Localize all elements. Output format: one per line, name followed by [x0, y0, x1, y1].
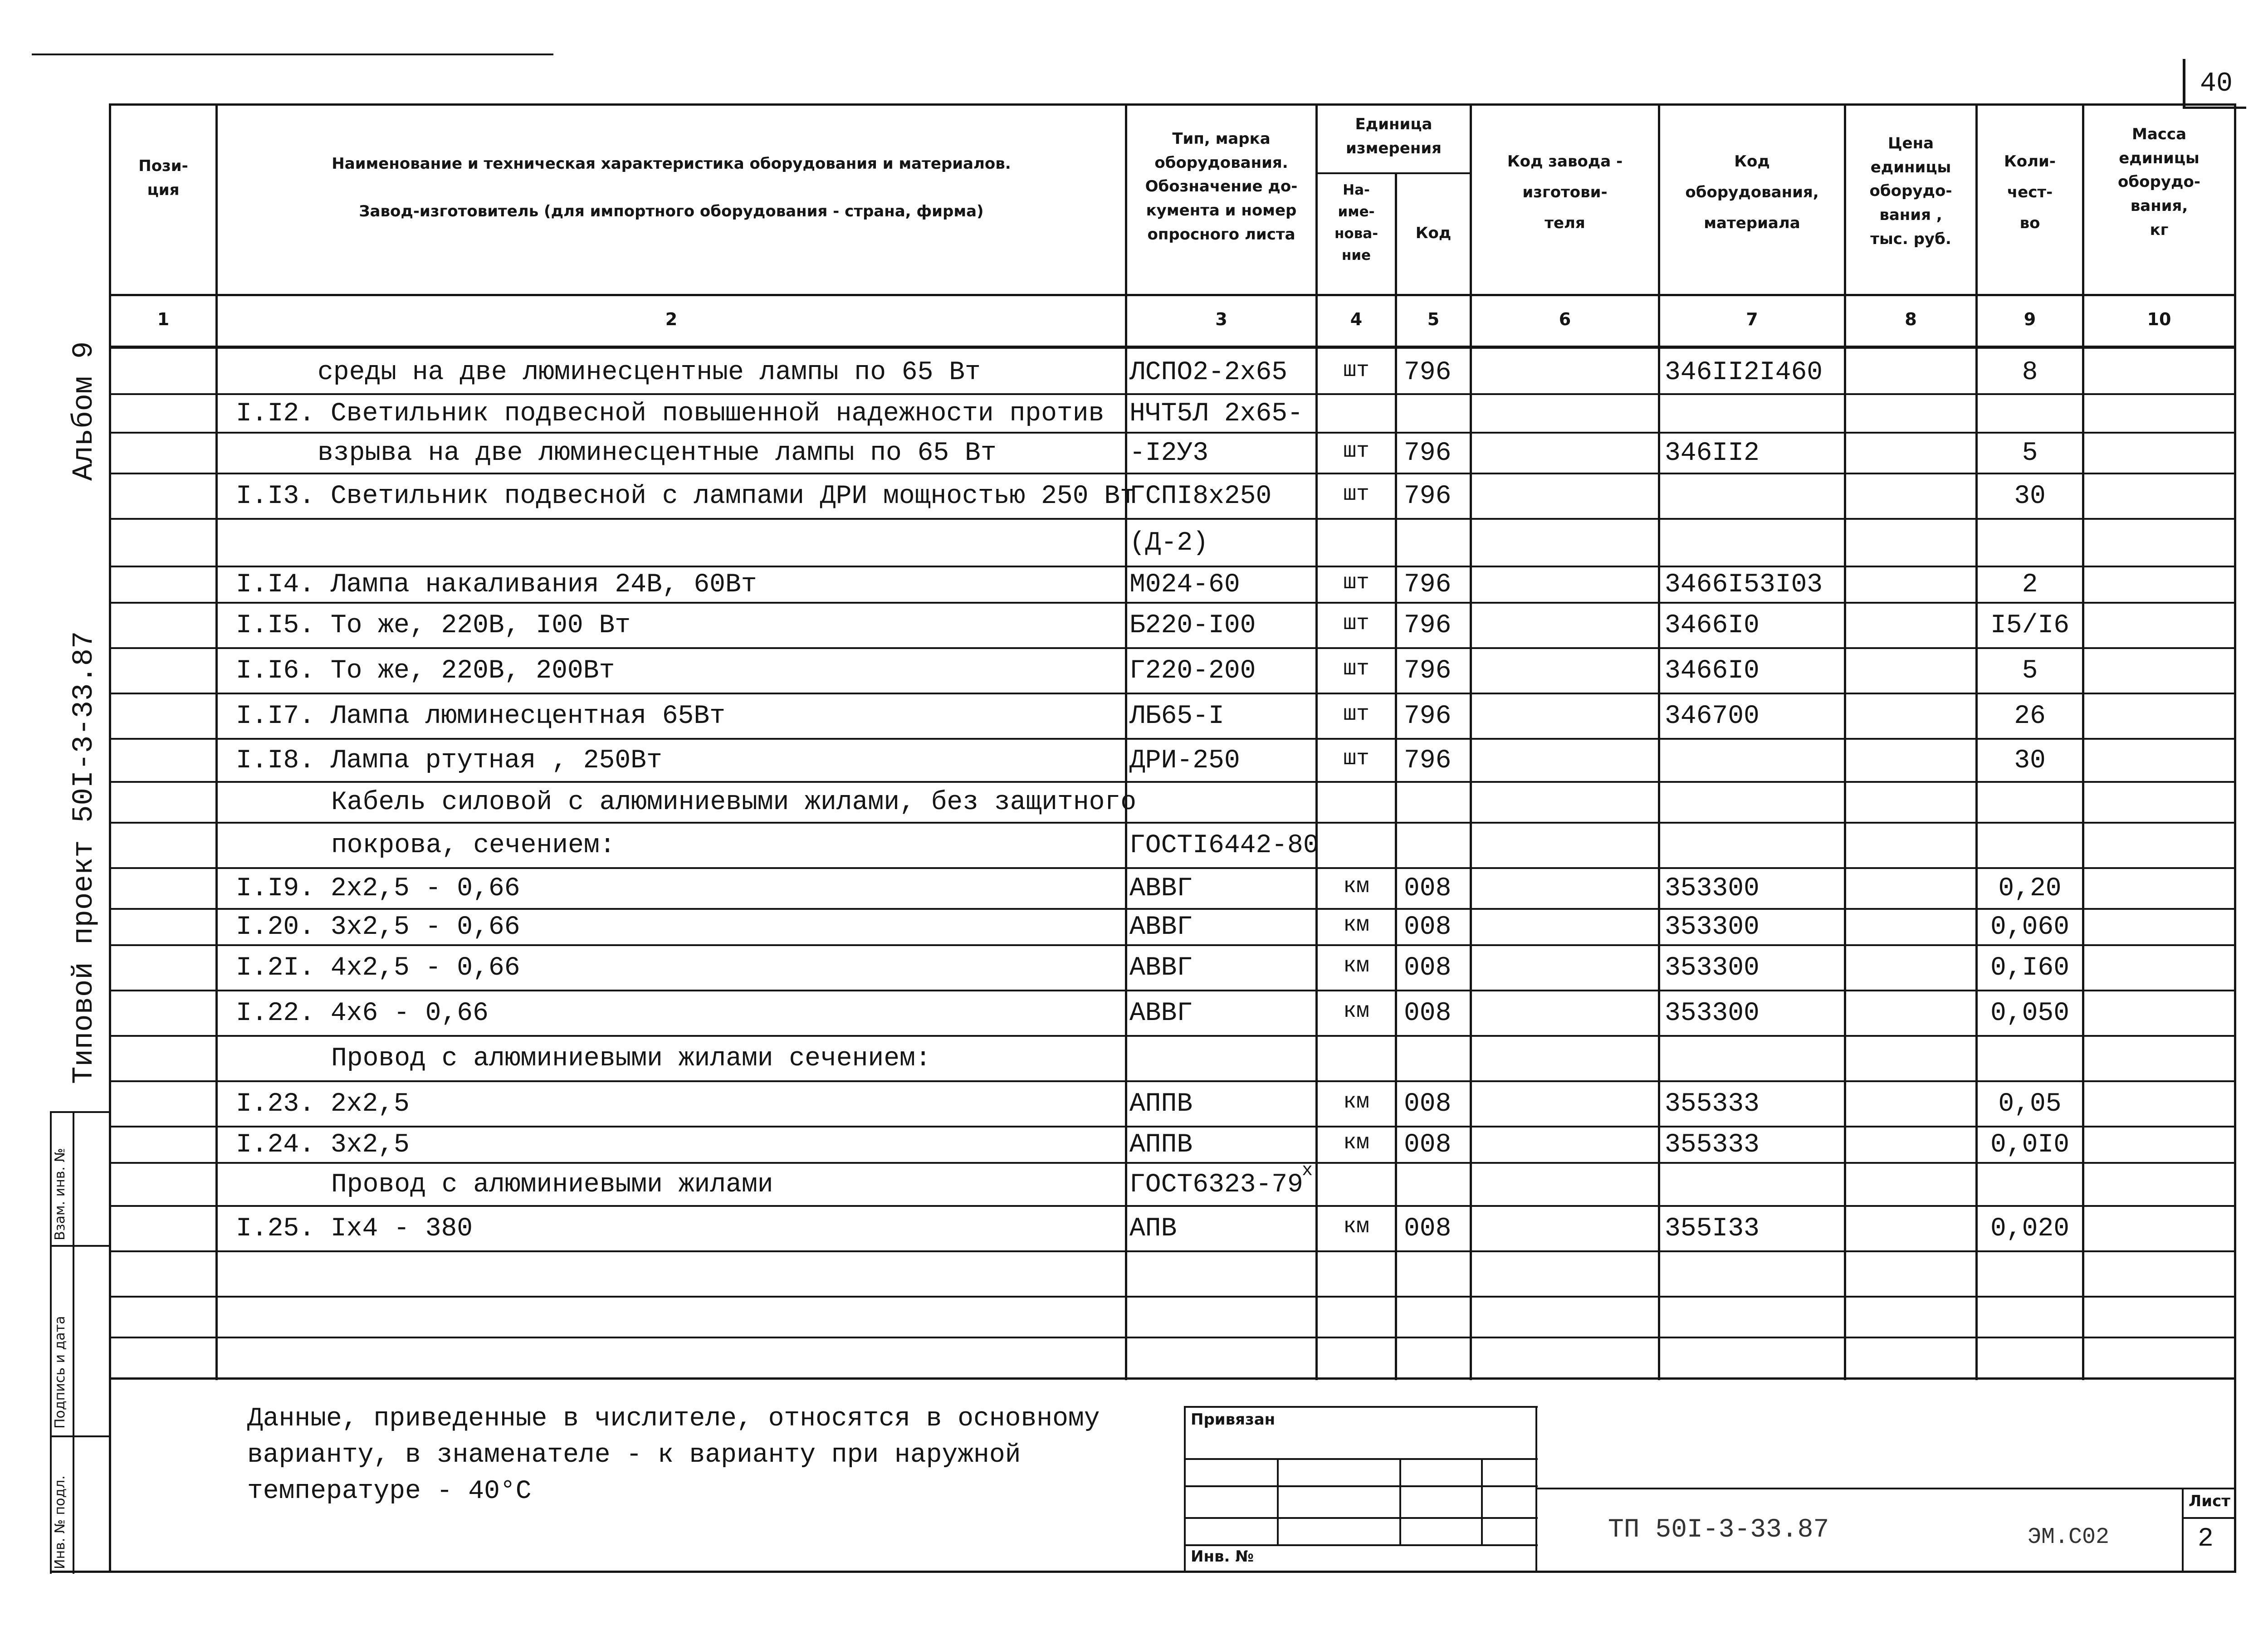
row-17-name: Провод с алюминиевыми жилами сечением:	[331, 1044, 931, 1074]
row-12-name: покрова, сечением:	[331, 831, 616, 860]
stamp-attached-label: Привязан	[1191, 1410, 1276, 1429]
row-8-name: I.I6. То же, 220В, 200Вт	[236, 656, 615, 686]
row-16-qty: 0,050	[1990, 999, 2070, 1028]
row-20-name: Провод с алюминиевыми жилами	[331, 1170, 773, 1200]
document-code: ТП 50I-3-33.87	[1608, 1515, 1829, 1545]
row-7-name: I.I5. То же, 220В, I00 Вт	[236, 611, 631, 640]
colnum-8: 8	[1905, 309, 1917, 329]
row-separator	[109, 944, 2236, 946]
sheet-box-divider	[2182, 1517, 2236, 1519]
row-19-code: 008	[1404, 1130, 1452, 1160]
stamp-col-c	[1481, 1458, 1483, 1544]
row-12-type: ГОСТI6442-80	[1129, 831, 1319, 860]
col-line-6	[1658, 103, 1660, 1380]
row-19-qty: 0,0I0	[1990, 1130, 2070, 1160]
row-1-type: ЛСПО2-2х65	[1129, 357, 1288, 387]
stamp-col-b	[1399, 1458, 1401, 1544]
stamp-row-d	[1184, 1544, 1538, 1546]
row-9-qty: 26	[2014, 702, 2046, 731]
row-16-unit: км	[1343, 999, 1369, 1024]
row-16-name: I.22. 4х6 - 0,66	[236, 999, 489, 1028]
stamp-row-1	[50, 1245, 111, 1247]
col-line-2	[1125, 103, 1127, 1380]
row-7-code: 796	[1404, 611, 1452, 640]
row-21-unit: км	[1343, 1215, 1369, 1239]
row-3-qty: 5	[2022, 439, 2038, 468]
row-18-unit: км	[1343, 1090, 1369, 1114]
stamp-label-inventory: Инв. № подл.	[52, 1475, 68, 1569]
row-21-qty: 0,020	[1990, 1214, 2070, 1244]
row-10-qty: 30	[2014, 746, 2046, 776]
row-21-type: АПВ	[1129, 1214, 1177, 1244]
row-5-type: (Д-2)	[1129, 528, 1209, 558]
page-number-box-bottom	[2183, 107, 2246, 109]
row-separator	[109, 908, 2236, 910]
row-2-type: НЧТ5Л 2х65-	[1129, 399, 1303, 429]
row-8-type: Г220-200	[1129, 656, 1256, 686]
row-separator	[109, 990, 2236, 991]
row-separator	[109, 518, 2236, 520]
row-9-unit: шт	[1343, 702, 1369, 727]
row-1-code: 796	[1404, 357, 1452, 387]
colnum-3: 3	[1215, 309, 1227, 329]
row-18-code: 008	[1404, 1089, 1452, 1119]
row-8-code: 796	[1404, 656, 1452, 686]
header-price: Цена единицы оборудо- вания , тыс. руб.	[1869, 134, 1952, 248]
row-7-equip: 3466I0	[1665, 611, 1760, 640]
colnum-bottom	[109, 346, 2236, 349]
row-1-equip: 346II2I460	[1665, 357, 1823, 387]
row-separator	[109, 647, 2236, 649]
row-4-type: ГСПI8х250	[1129, 482, 1272, 511]
col-line-1	[215, 103, 218, 1380]
row-6-qty: 2	[2022, 570, 2038, 600]
row-10-code: 796	[1404, 746, 1452, 776]
row-14-qty: 0,060	[1990, 913, 2070, 942]
col-line-3	[1315, 103, 1318, 1380]
row-15-qty: 0,I60	[1990, 953, 2070, 983]
stamp-row-2	[50, 1435, 111, 1437]
row-9-equip: 346700	[1665, 702, 1760, 731]
row-1-qty: 8	[2022, 357, 2038, 387]
sheet-label: Лист	[2189, 1492, 2230, 1510]
row-21-name: I.25. Iх4 - 380	[236, 1214, 473, 1244]
row-13-name: I.I9. 2х2,5 - 0,66	[236, 874, 520, 903]
col-line-8	[1975, 103, 1978, 1380]
row-separator	[109, 1205, 2236, 1207]
row-14-type: АВВГ	[1129, 913, 1193, 942]
header-name-line2: Завод-изготовитель (для импортного оборудования - страна, фирма)	[359, 202, 984, 220]
row-6-equip: 3466I53I03	[1665, 570, 1823, 600]
row-9-name: I.I7. Лампа люминесцентная 65Вт	[236, 702, 725, 731]
colnum-5: 5	[1427, 309, 1440, 329]
row-20-type: ГОСТ6323-79	[1129, 1170, 1303, 1200]
row-16-equip: 353300	[1665, 999, 1760, 1028]
row-7-qty: I5/I6	[1990, 611, 2070, 640]
row-19-unit: км	[1343, 1131, 1369, 1155]
header-unit-name: На- име- нова- ние	[1334, 182, 1378, 264]
row-6-type: М024-60	[1129, 570, 1240, 600]
page-number-box-left	[2183, 59, 2185, 109]
row-3-unit: шт	[1343, 439, 1369, 464]
stamp-col-a	[1277, 1458, 1279, 1544]
sheet-code: ЭМ.С02	[2028, 1524, 2110, 1550]
row-15-code: 008	[1404, 953, 1452, 983]
row-10-type: ДРИ-250	[1129, 746, 1240, 776]
stamp-row-a	[1184, 1458, 1538, 1460]
row-separator	[109, 1337, 2236, 1338]
row-15-unit: км	[1343, 954, 1369, 978]
row-7-unit: шт	[1343, 611, 1369, 636]
row-16-code: 008	[1404, 999, 1452, 1028]
project-label: Типовой проект 50I-3-33.87	[68, 631, 101, 1084]
stamp-label-replace: Взам. инв. №	[52, 1148, 68, 1240]
row-separator	[109, 738, 2236, 740]
row-separator	[109, 1377, 2236, 1380]
stamp-row-b	[1184, 1485, 1538, 1487]
row-8-equip: 3466I0	[1665, 656, 1760, 686]
colnum-6: 6	[1559, 309, 1571, 329]
row-13-code: 008	[1404, 874, 1452, 903]
row-separator	[109, 432, 2236, 434]
row-9-type: ЛБ65-I	[1129, 702, 1224, 731]
album-label: Альбом 9	[68, 341, 101, 481]
row-6-code: 796	[1404, 570, 1452, 600]
row-15-type: АВВГ	[1129, 953, 1193, 983]
row-19-equip: 355333	[1665, 1130, 1760, 1160]
row-separator	[109, 1296, 2236, 1298]
stamp-col-mid	[73, 1111, 74, 1574]
row-3-type: -I2У3	[1129, 439, 1209, 468]
page-bottom-border	[50, 1571, 2236, 1573]
row-19-type: АППВ	[1129, 1130, 1193, 1160]
row-21-equip: 355I33	[1665, 1214, 1760, 1244]
row-9-code: 796	[1404, 702, 1452, 731]
row-10-unit: шт	[1343, 746, 1369, 771]
colnum-10: 10	[2147, 309, 2171, 329]
header-equipment-code: Код оборудования, материала	[1685, 152, 1819, 232]
row-1-unit: шт	[1343, 358, 1369, 383]
row-separator	[109, 473, 2236, 474]
stamp-inventory-label: Инв. №	[1191, 1547, 1254, 1566]
row-15-name: I.2I. 4х2,5 - 0,66	[236, 953, 520, 983]
row-14-name: I.20. 3х2,5 - 0,66	[236, 913, 520, 942]
row-separator	[109, 1250, 2236, 1252]
row-18-type: АППВ	[1129, 1089, 1193, 1119]
row-3-equip: 346II2	[1665, 439, 1760, 468]
row-separator	[109, 822, 2236, 824]
row-separator	[109, 602, 2236, 604]
header-type: Тип, марка оборудования. Обозначение до- кумента и номер опросного листа	[1145, 130, 1298, 244]
row-13-type: АВВГ	[1129, 874, 1193, 903]
col-line-9	[2082, 103, 2084, 1380]
row-14-code: 008	[1404, 913, 1452, 942]
stamp-label-signature: Подпись и дата	[52, 1316, 68, 1429]
row-18-qty: 0,05	[1998, 1089, 2062, 1119]
header-factory-code: Код завода - изготови- теля	[1507, 152, 1623, 232]
row-18-name: I.23. 2х2,5	[236, 1089, 410, 1119]
colnum-2: 2	[665, 309, 678, 329]
row-16-type: АВВГ	[1129, 999, 1193, 1028]
row-3-code: 796	[1404, 439, 1452, 468]
stamp-row-0	[50, 1111, 111, 1113]
stamp-top	[1184, 1406, 1538, 1408]
header-mass: Масса единицы оборудо- вания, кг	[2118, 125, 2200, 239]
row-14-unit: км	[1343, 913, 1369, 937]
row-19-name: I.24. 3х2,5	[236, 1130, 410, 1160]
row-4-qty: 30	[2014, 482, 2046, 511]
header-quantity: Коли- чест- во	[2004, 152, 2056, 232]
row-13-qty: 0,20	[1998, 874, 2062, 903]
row-10-name: I.I8. Лампа ртутная , 250Вт	[236, 746, 662, 776]
row-11-name: Кабель силовой с алюминиевыми жилами, без защитного	[331, 788, 1137, 817]
title-block-top	[1535, 1488, 2236, 1489]
top-rule	[32, 54, 553, 55]
col-line-5	[1470, 103, 1472, 1380]
gost-superscript: х	[1302, 1160, 1313, 1181]
header-unit-code: Код	[1415, 224, 1452, 242]
table-top-border	[109, 103, 2236, 106]
row-4-name: I.I3. Светильник подвесной с лампами ДРИ мощностью 250 Вт	[236, 482, 1136, 511]
row-4-unit: шт	[1343, 482, 1369, 507]
row-4-code: 796	[1404, 482, 1452, 511]
footnote-line-1: Данные, приведенные в числителе, относятся в основному	[247, 1404, 1100, 1434]
row-8-qty: 5	[2022, 656, 2038, 686]
colnum-9: 9	[2024, 309, 2036, 329]
row-separator	[109, 1080, 2236, 1082]
row-separator	[109, 393, 2236, 395]
row-21-code: 008	[1404, 1214, 1452, 1244]
row-separator	[109, 1162, 2236, 1164]
footnote-line-3: температуре - 40°С	[247, 1477, 532, 1506]
row-6-name: I.I4. Лампа накаливания 24В, 60Вт	[236, 570, 757, 600]
row-18-equip: 355333	[1665, 1089, 1760, 1119]
row-8-unit: шт	[1343, 657, 1369, 681]
colnum-4: 4	[1350, 309, 1363, 329]
row-15-equip: 353300	[1665, 953, 1760, 983]
stamp-left	[1184, 1406, 1186, 1572]
colnum-7: 7	[1746, 309, 1758, 329]
row-6-unit: шт	[1343, 571, 1369, 595]
col-line-4	[1395, 172, 1397, 1380]
colnum-1: 1	[157, 309, 170, 329]
header-name-line1: Наименование и техническая характеристика оборудования и материалов.	[332, 155, 1011, 173]
page-number: 40	[2200, 68, 2233, 99]
header-position: Пози- ция	[138, 157, 188, 199]
row-3-name: взрыва на две люминесцентные лампы по 65 Вт	[318, 439, 997, 468]
footnote-line-2: варианту, в знаменателе - к варианту при наружной	[247, 1440, 1021, 1470]
table-right-border	[2234, 103, 2236, 1573]
col-line-7	[1844, 103, 1846, 1380]
sheet-number: 2	[2198, 1524, 2214, 1554]
row-separator	[109, 867, 2236, 869]
header-bottom	[109, 294, 2236, 296]
row-13-unit: км	[1343, 874, 1369, 899]
stamp-row-c	[1184, 1517, 1538, 1519]
sheet-box-left	[2182, 1488, 2184, 1572]
row-separator	[109, 566, 2236, 567]
row-separator	[109, 693, 2236, 694]
row-separator	[109, 1035, 2236, 1037]
stamp-col-left	[50, 1111, 52, 1574]
row-2-name: I.I2. Светильник подвесной повышенной надежности против	[236, 399, 1105, 429]
row-14-equip: 353300	[1665, 913, 1760, 942]
unit-subheader-line	[1315, 172, 1470, 174]
header-unit-group: Единица измерения	[1346, 115, 1442, 157]
row-13-equip: 353300	[1665, 874, 1760, 903]
row-separator	[109, 1126, 2236, 1127]
row-1-name: среды на две люминесцентные лампы по 65 Вт	[318, 357, 981, 387]
row-separator	[109, 781, 2236, 783]
row-7-type: Б220-I00	[1129, 611, 1256, 640]
